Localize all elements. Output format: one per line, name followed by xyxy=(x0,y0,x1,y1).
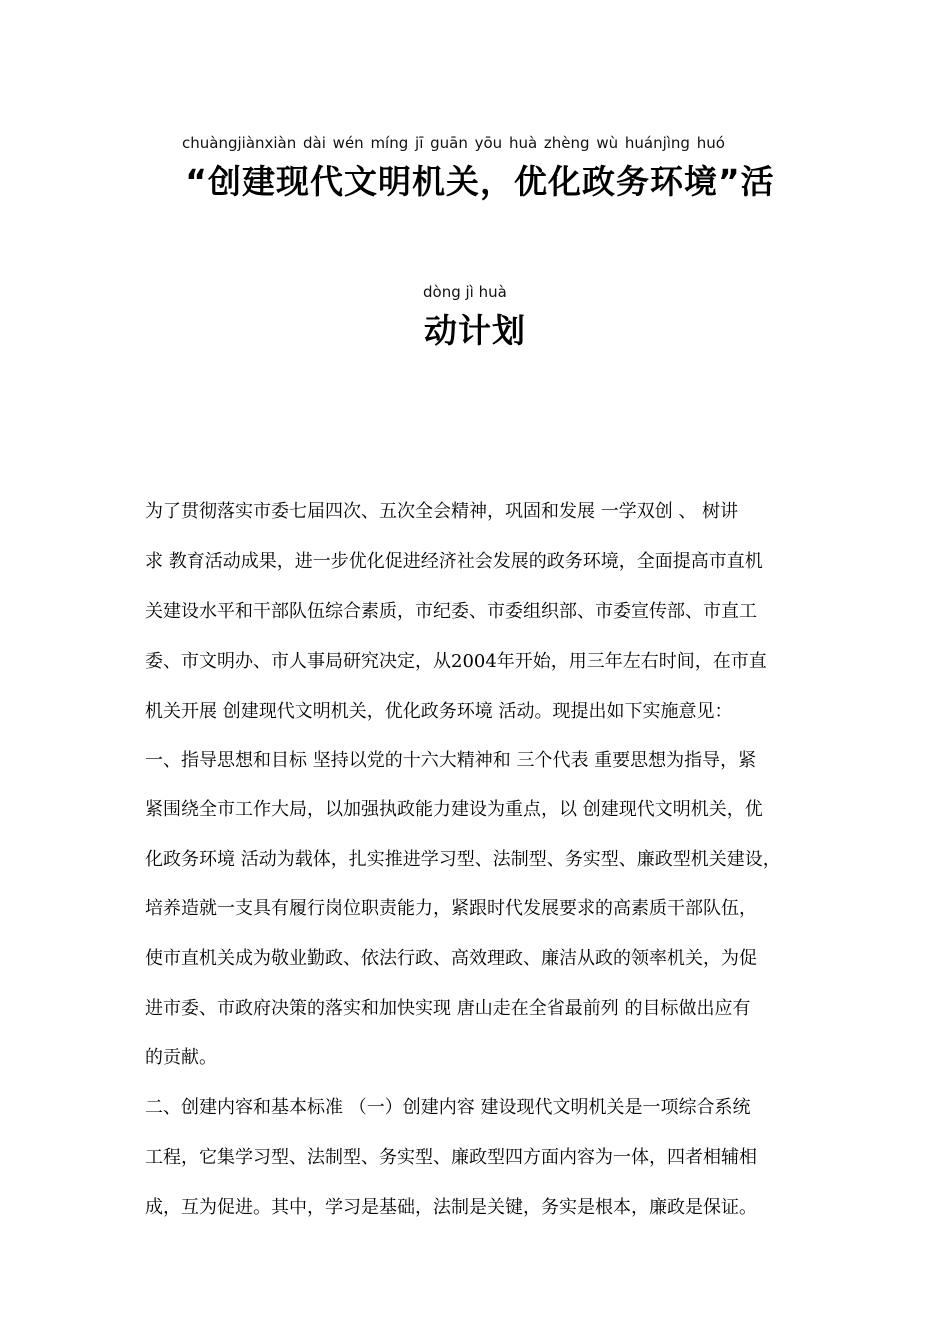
body-line: 二、创建内容和基本标准 （一）创建内容 建设现代文明机关是一项综合系统 xyxy=(145,1097,751,1118)
body-line: 工程，它集学习型、法制型、务实型、廉政型四方面内容为一体，四者相辅相 xyxy=(145,1147,757,1168)
body-line: 委、市文明办、市人事局研究决定，从2004年开始，用三年左右时间，在市直 xyxy=(145,651,767,672)
body-line: 机关开展 创建现代文明机关，优化政务环境 活动。现提出如下实施意见： xyxy=(145,701,733,722)
title-pinyin-line-2: dòng jì huà xyxy=(423,283,507,301)
body-line: 成，互为促进。其中，学习是基础，法制是关键，务实是根本，廉政是保证。 xyxy=(145,1197,757,1218)
body-line: 为了贯彻落实市委七届四次、五次全会精神，巩固和发展 一学双创 、 树讲 xyxy=(145,501,739,522)
title-pinyin-line-1: chuàngjiànxiàn dài wén míng jī guān yōu huà zhèng wù huánjìng huó xyxy=(182,134,725,152)
body-line: 培养造就一支具有履行岗位职责能力，紧跟时代发展要求的高素质干部队伍， xyxy=(145,898,757,919)
body-line: 进市委、市政府决策的落实和加快实现 唐山走在全省最前列 的目标做出应有 xyxy=(145,998,751,1019)
document-title-line-1: “创建现代文明机关，优化政务环境”活 xyxy=(185,162,775,201)
body-line: 化政务环境 活动为载体，扎实推进学习型、法制型、务实型、廉政型机关建设， xyxy=(145,849,781,870)
body-line: 求 教育活动成果，进一步优化促进经济社会发展的政务环境，全面提高市直机 xyxy=(145,551,763,572)
document-title-line-2: 动计划 xyxy=(424,311,526,350)
body-line: 紧围绕全市工作大局，以加强执政能力建设为重点，以 创建现代文明机关，优 xyxy=(145,799,763,820)
body-line: 的贡献。 xyxy=(145,1047,217,1068)
body-line: 关建设水平和干部队伍综合素质，市纪委、市委组织部、市委宣传部、市直工 xyxy=(145,601,757,622)
body-line: 一、指导思想和目标 坚持以党的十六大精神和 三个代表 重要思想为指导，紧 xyxy=(145,750,757,771)
body-line: 使市直机关成为敬业勤政、依法行政、高效理政、廉洁从政的领率机关，为促 xyxy=(145,948,757,969)
